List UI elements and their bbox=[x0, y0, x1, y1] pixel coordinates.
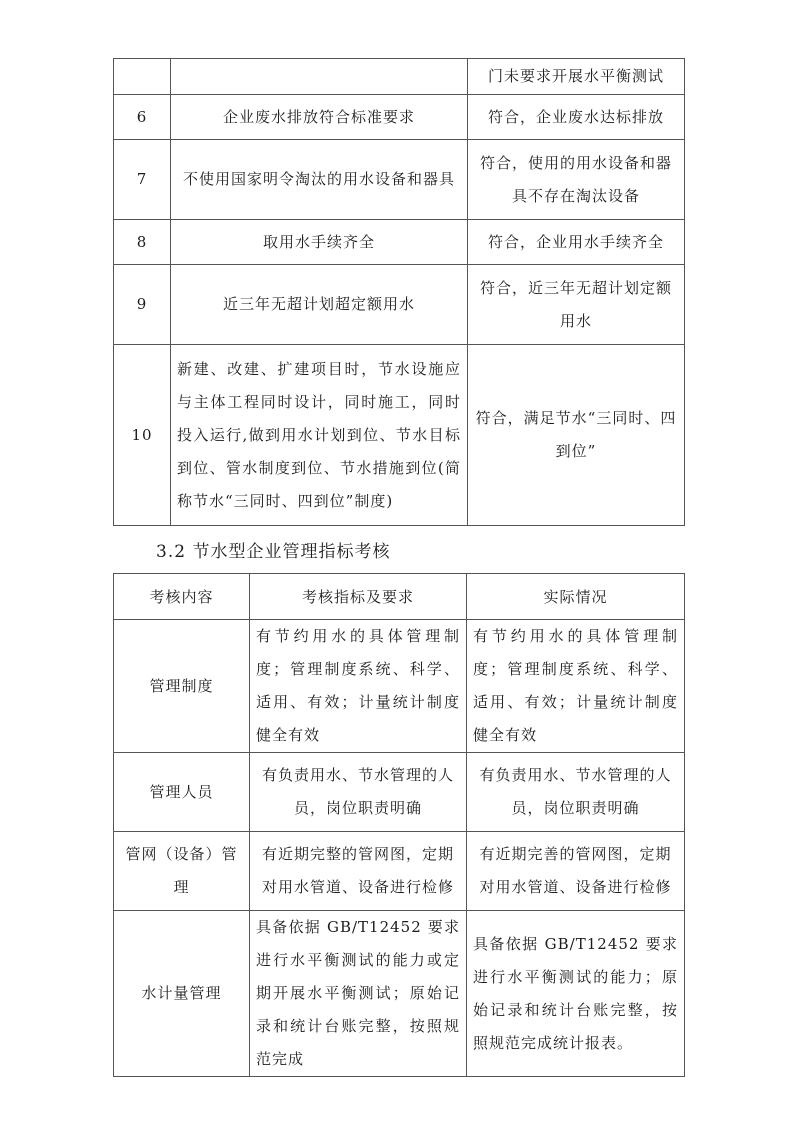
row-number: 7 bbox=[114, 140, 171, 220]
content-cell: 管理制度 bbox=[114, 620, 250, 753]
actual-cell: 有近期完善的管网图，定期对用水管道、设备进行检修 bbox=[467, 832, 685, 911]
table-row bbox=[114, 620, 685, 753]
content-cell: 管理人员 bbox=[114, 753, 250, 832]
row-number bbox=[114, 59, 171, 95]
management-indicator-table bbox=[113, 573, 685, 1077]
requirement-cell: 近三年无超计划超定额用水 bbox=[171, 265, 468, 345]
result-cell: 符合，企业用水手续齐全 bbox=[468, 220, 685, 265]
row-number: 10 bbox=[114, 345, 171, 526]
column-header-actual: 实际情况 bbox=[467, 574, 685, 620]
table-row bbox=[114, 345, 685, 526]
result-cell: 符合，近三年无超计划定额用水 bbox=[468, 265, 685, 345]
table-row bbox=[114, 911, 685, 1077]
row-number: 9 bbox=[114, 265, 171, 345]
requirement-cell: 有近期完整的管网图，定期对用水管道、设备进行检修 bbox=[250, 832, 467, 911]
table-row bbox=[114, 140, 685, 220]
table-header-row bbox=[114, 574, 685, 620]
row-number: 8 bbox=[114, 220, 171, 265]
content-cell: 管网（设备）管理 bbox=[114, 832, 250, 911]
requirement-cell: 具备依据 GB/T12452 要求进行水平衡测试的能力或定期开展水平衡测试；原始记录和统计台账完整，按照规范完成 bbox=[250, 911, 467, 1077]
table-row bbox=[114, 753, 685, 832]
requirement-cell: 有负责用水、节水管理的人员，岗位职责明确 bbox=[250, 753, 467, 832]
table-row bbox=[114, 59, 685, 95]
requirement-cell: 有节约用水的具体管理制度；管理制度系统、科学、适用、有效；计量统计制度健全有效 bbox=[250, 620, 467, 753]
requirement-cell: 不使用国家明令淘汰的用水设备和器具 bbox=[171, 140, 468, 220]
requirement-cell: 企业废水排放符合标准要求 bbox=[171, 95, 468, 140]
row-number: 6 bbox=[114, 95, 171, 140]
table-row bbox=[114, 832, 685, 911]
section-heading: 3.2 节水型企业管理指标考核 bbox=[156, 542, 391, 562]
result-cell: 符合，企业废水达标排放 bbox=[468, 95, 685, 140]
table-row bbox=[114, 265, 685, 345]
actual-cell: 有负责用水、节水管理的人员，岗位职责明确 bbox=[467, 753, 685, 832]
requirement-cell: 新建、改建、扩建项目时，节水设施应与主体工程同时设计，同时施工，同时投入运行,做到用水计划到位、节水目标到位、管水制度到位、节水措施到位(简称节水“三同时、四到位”制度) bbox=[171, 345, 468, 526]
column-header-content: 考核内容 bbox=[114, 574, 250, 620]
actual-cell: 有节约用水的具体管理制度；管理制度系统、科学、适用、有效；计量统计制度健全有效 bbox=[467, 620, 685, 753]
column-header-requirement: 考核指标及要求 bbox=[250, 574, 467, 620]
result-cell: 门未要求开展水平衡测试 bbox=[468, 59, 685, 95]
result-cell: 符合，使用的用水设备和器具不存在淘汰设备 bbox=[468, 140, 685, 220]
requirement-cell bbox=[171, 59, 468, 95]
actual-cell: 具备依据 GB/T12452 要求进行水平衡测试的能力；原始记录和统计台账完整，按照规范完成统计报表。 bbox=[467, 911, 685, 1077]
table-row bbox=[114, 95, 685, 140]
result-cell: 符合，满足节水“三同时、四到位” bbox=[468, 345, 685, 526]
requirement-cell: 取用水手续齐全 bbox=[171, 220, 468, 265]
table-row bbox=[114, 220, 685, 265]
content-cell: 水计量管理 bbox=[114, 911, 250, 1077]
water-saving-requirements-table bbox=[113, 58, 685, 526]
